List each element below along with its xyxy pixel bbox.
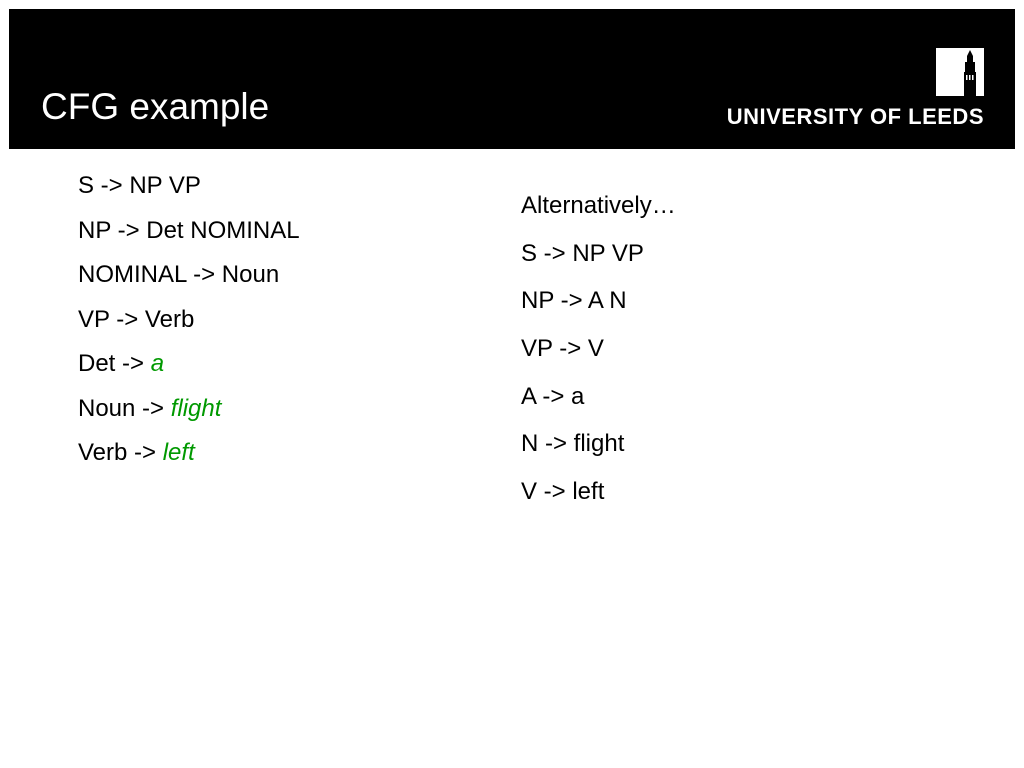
rule-line xyxy=(78,433,300,478)
rule-line: NP -> A N xyxy=(521,287,627,315)
tower-logo-icon xyxy=(936,48,984,96)
rule-line xyxy=(78,389,300,434)
logo-text: UNIVERSITY OF LEEDS xyxy=(726,104,984,129)
rule-text: NP -> Det NOMINAL xyxy=(78,216,300,244)
terminal-word: a xyxy=(150,350,165,377)
rule-line xyxy=(78,344,300,389)
terminal-word: left xyxy=(162,439,195,466)
rule-text: Noun -> xyxy=(78,394,171,422)
grammar-rules-left xyxy=(78,166,300,478)
rule-line xyxy=(78,166,300,211)
rule-line xyxy=(78,300,300,345)
university-logo xyxy=(726,48,984,128)
rule-line: N -> flight xyxy=(521,430,625,458)
rule-text: Det -> xyxy=(78,350,151,377)
slide-header xyxy=(9,9,1015,149)
alternative-heading: Alternatively… xyxy=(521,192,676,219)
rule-text: Verb -> xyxy=(78,439,163,466)
terminal-word: flight xyxy=(170,394,222,422)
rule-line xyxy=(78,255,300,300)
rule-line: S -> NP VP xyxy=(521,239,644,267)
slide-title: CFG example xyxy=(41,86,270,127)
rule-text: S -> NP VP xyxy=(78,172,201,199)
rule-line: V -> left xyxy=(521,478,605,506)
grammar-rules-right xyxy=(521,186,676,520)
rule-line: VP -> V xyxy=(521,335,604,363)
rule-text: VP -> Verb xyxy=(78,305,195,333)
rule-text: NOMINAL -> Noun xyxy=(78,261,280,288)
rule-line xyxy=(78,211,300,256)
rule-line: A -> a xyxy=(521,382,585,410)
